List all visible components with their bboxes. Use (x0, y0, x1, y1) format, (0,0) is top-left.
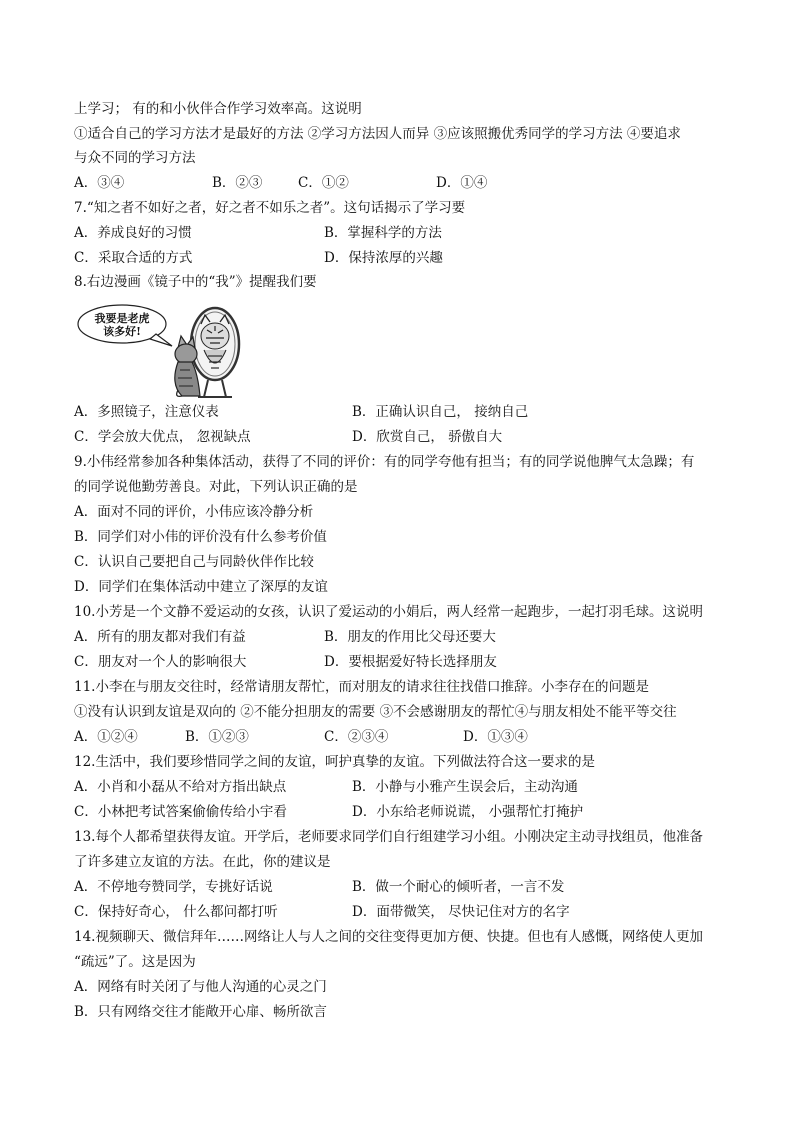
q14-option-b: B．只有网络交往才能敞开心扉、畅所欲言 (74, 1004, 327, 1020)
q6-option-d: D．①④ (436, 175, 488, 191)
q6-statements-2: 与众不同的学习方法 (74, 150, 196, 166)
q9-stem-2: 的同学说他勤劳善良。对此，下列认识正确的是 (74, 479, 358, 495)
q14-stem-1: 14.视频聊天、微信拜年……网络让人与人之间的交往变得更加方便、快捷。但也有人感慨，网络使人更加 (74, 929, 703, 945)
q11-option-b: B．①②③ (185, 729, 249, 745)
q7-option-a: A．养成良好的习惯 (74, 225, 192, 241)
q9-stem-1: 9.小伟经常参加各种集体活动，获得了不同的评价：有的同学夸他有担当；有的同学说他脾气太急躁；有 (74, 454, 695, 470)
q6-option-b: B．②③ (212, 175, 263, 191)
q6-statements-1: ①适合自己的学习方法才是最好的方法 ②学习方法因人而异 ③应该照搬优秀同学的学习方法 ④要追求 (74, 126, 681, 142)
q12-option-c: C．小林把考试答案偷偷传给小宇看 (74, 804, 287, 820)
q13-option-b: B．做一个耐心的倾听者，一言不发 (352, 879, 565, 895)
q12-option-a: A．小肖和小磊从不给对方指出缺点 (74, 779, 287, 795)
q13-stem-2: 了许多建立友谊的方法。在此，你的建议是 (74, 854, 331, 870)
q13-stem-1: 13.每个人都希望获得友谊。开学后，老师要求同学们自行组建学习小组。小刚决定主动寻找组员，他准备 (74, 829, 703, 845)
q8-stem: 8.右边漫画《镜子中的“我”》提醒我们要 (74, 274, 317, 290)
q7-stem: 7.“知之者不如好之者，好之者不如乐之者”。这句话揭示了学习要 (74, 200, 466, 216)
q9-option-a: A．面对不同的评价，小伟应该冷静分析 (74, 504, 314, 520)
q9-option-c: C．认识自己要把自己与同龄伙伴作比较 (74, 554, 314, 570)
q13-option-d: D．面带微笑， 尽快记住对方的名字 (352, 904, 570, 920)
q11-statements: ①没有认识到友谊是双向的 ②不能分担朋友的需要 ③不会感谢朋友的帮忙④与朋友相处不能平等交往 (74, 704, 677, 720)
q11-stem: 11.小李在与朋友交往时，经常请朋友帮忙，而对朋友的请求往往找借口推辞。小李存在的问题是 (74, 679, 649, 695)
q10-option-b: B．朋友的作用比父母还要大 (324, 629, 496, 645)
q8-option-d: D．欣赏自己， 骄傲自大 (352, 429, 503, 445)
q7-option-b: B．掌握科学的方法 (324, 225, 442, 241)
q6-option-a: A．③④ (74, 175, 125, 191)
q10-option-a: A．所有的朋友都对我们有益 (74, 629, 246, 645)
q12-option-d: D．小东给老师说谎， 小强帮忙打掩护 (352, 804, 584, 820)
q8-option-a: A．多照镜子，注意仪表 (74, 404, 219, 420)
q10-option-d: D．要根据爱好特长选择朋友 (324, 654, 497, 670)
q7-option-d: D．保持浓厚的兴趣 (324, 250, 443, 266)
q11-option-c: C．②③④ (324, 729, 389, 745)
mirror-cartoon (74, 300, 244, 400)
q14-option-a: A．网络有时关闭了与他人沟通的心灵之门 (74, 979, 327, 995)
q12-stem: 12.生活中，我们要珍惜同学之间的友谊，呵护真挚的友谊。下列做法符合这一要求的是 (74, 754, 595, 770)
speech-bubble-text: 我要是老虎该多好! (94, 312, 150, 338)
q9-option-b: B．同学们对小伟的评价没有什么参考价值 (74, 529, 327, 545)
q8-option-c: C．学会放大优点， 忽视缺点 (74, 429, 251, 445)
q11-option-d: D．①③④ (463, 729, 528, 745)
q13-option-c: C．保持好奇心， 什么都问都打听 (74, 904, 278, 920)
q8-option-b: B．正确认识自己， 接纳自己 (352, 404, 529, 420)
q12-option-b: B．小静与小雅产生误会后，主动沟通 (352, 779, 578, 795)
q13-option-a: A．不停地夸赞同学，专挑好话说 (74, 879, 273, 895)
q6-option-c: C．①② (298, 175, 349, 191)
q6-stem-tail: 上学习； 有的和小伙伴合作学习效率高。这说明 (74, 101, 362, 117)
q9-option-d: D．同学们在集体活动中建立了深厚的友谊 (74, 579, 328, 595)
q7-option-c: C．采取合适的方式 (74, 250, 193, 266)
q10-option-c: C．朋友对一个人的影响很大 (74, 654, 247, 670)
q10-stem: 10.小芳是一个文静不爱运动的女孩，认识了爱运动的小娟后，两人经常一起跑步，一起打羽毛球。这说明 (74, 604, 703, 620)
q11-option-a: A．①②④ (74, 729, 138, 745)
q14-stem-2: “疏远”了。这是因为 (74, 954, 196, 970)
